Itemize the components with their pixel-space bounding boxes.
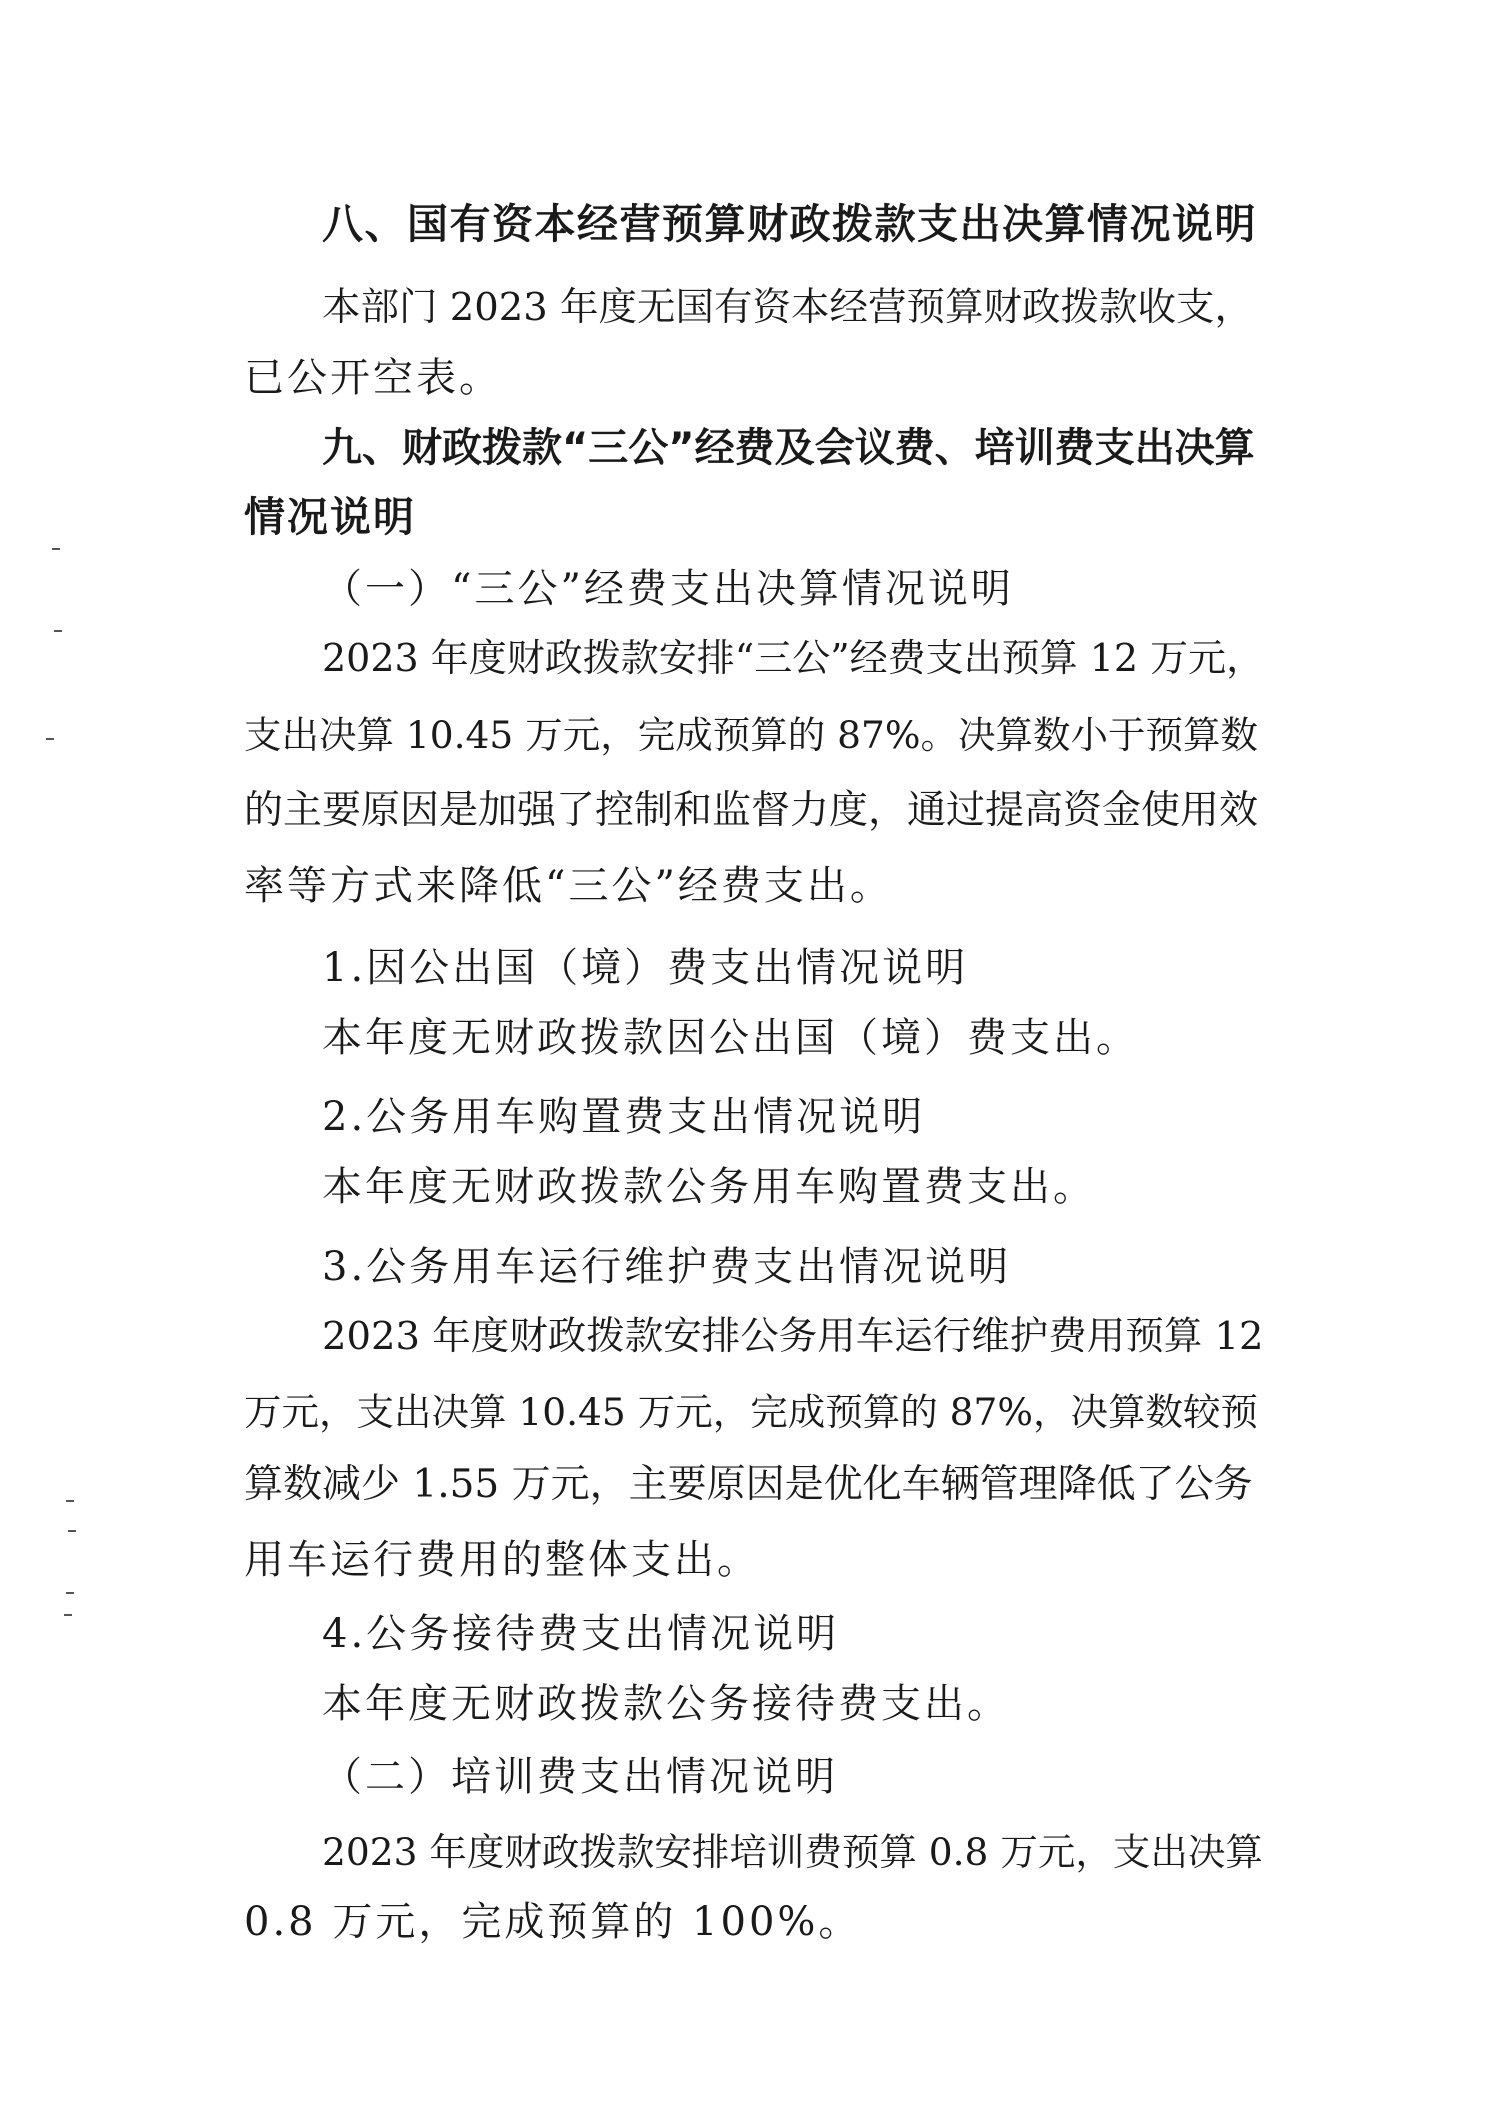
- item3-body-line2: 万元，支出决算 10.45 万元，完成预算的 87%，决算数较预: [244, 1390, 1258, 1434]
- scan-mark: [46, 738, 54, 740]
- sub2-body-line1: 2023 年度财政拨款安排培训费预算 0.8 万元，支出决算: [322, 1830, 1263, 1874]
- sub1-body-line4: 率等方式来降低“三公”经费支出。: [244, 863, 893, 909]
- scan-mark: [68, 1530, 76, 1532]
- item4-body: 本年度无财政拨款公务接待费支出。: [322, 1681, 1010, 1727]
- scan-mark: [52, 548, 60, 550]
- section9-heading-line1: 九、财政拨款“三公”经费及会议费、培训费支出决算: [322, 425, 1255, 471]
- sub2-title: （二）培训费支出情况说明: [322, 1754, 838, 1800]
- section9-heading-line2: 情况说明: [244, 493, 416, 541]
- sub2-body-line2: 0.8 万元，完成预算的 100%。: [244, 1899, 862, 1945]
- section8-body-line1: 本部门 2023 年度无国有资本经营预算财政拨款收支，: [322, 285, 1253, 330]
- item2-title: 2.公务用车购置费支出情况说明: [322, 1094, 926, 1140]
- item3-body-line1: 2023 年度财政拨款安排公务用车运行维护费用预算 12: [322, 1314, 1264, 1359]
- item3-title: 3.公务用车运行维护费支出情况说明: [322, 1244, 1012, 1290]
- item1-body: 本年度无财政拨款因公出国（境）费支出。: [322, 1015, 1139, 1061]
- sub1-body-line3: 的主要原因是加强了控制和监督力度，通过提高资金使用效: [244, 788, 1259, 833]
- item1-title: 1.因公出国（境）费支出情况说明: [322, 945, 969, 991]
- sub1-body-line1: 2023 年度财政拨款安排“三公”经费支出预算 12 万元，: [322, 636, 1265, 680]
- scan-mark: [64, 1614, 72, 1616]
- sub1-title: （一）“三公”经费支出决算情况说明: [322, 566, 1014, 612]
- scan-mark: [54, 630, 62, 632]
- item3-body-line4: 用车运行费用的整体支出。: [244, 1537, 760, 1583]
- item3-body-line3: 算数减少 1.55 万元，主要原因是优化车辆管理降低了公务: [244, 1462, 1253, 1507]
- item2-body: 本年度无财政拨款公务用车购置费支出。: [322, 1164, 1096, 1210]
- section8-body-line2: 已公开空表。: [244, 355, 502, 401]
- item4-title: 4.公务接待费支出情况说明: [322, 1611, 840, 1657]
- scan-mark: [66, 1500, 74, 1502]
- section8-heading: 八、国有资本经营预算财政拨款支出决算情况说明: [322, 200, 1257, 248]
- sub1-body-line2: 支出决算 10.45 万元，完成预算的 87%。决算数小于预算数: [244, 713, 1258, 757]
- scan-mark: [66, 1592, 74, 1594]
